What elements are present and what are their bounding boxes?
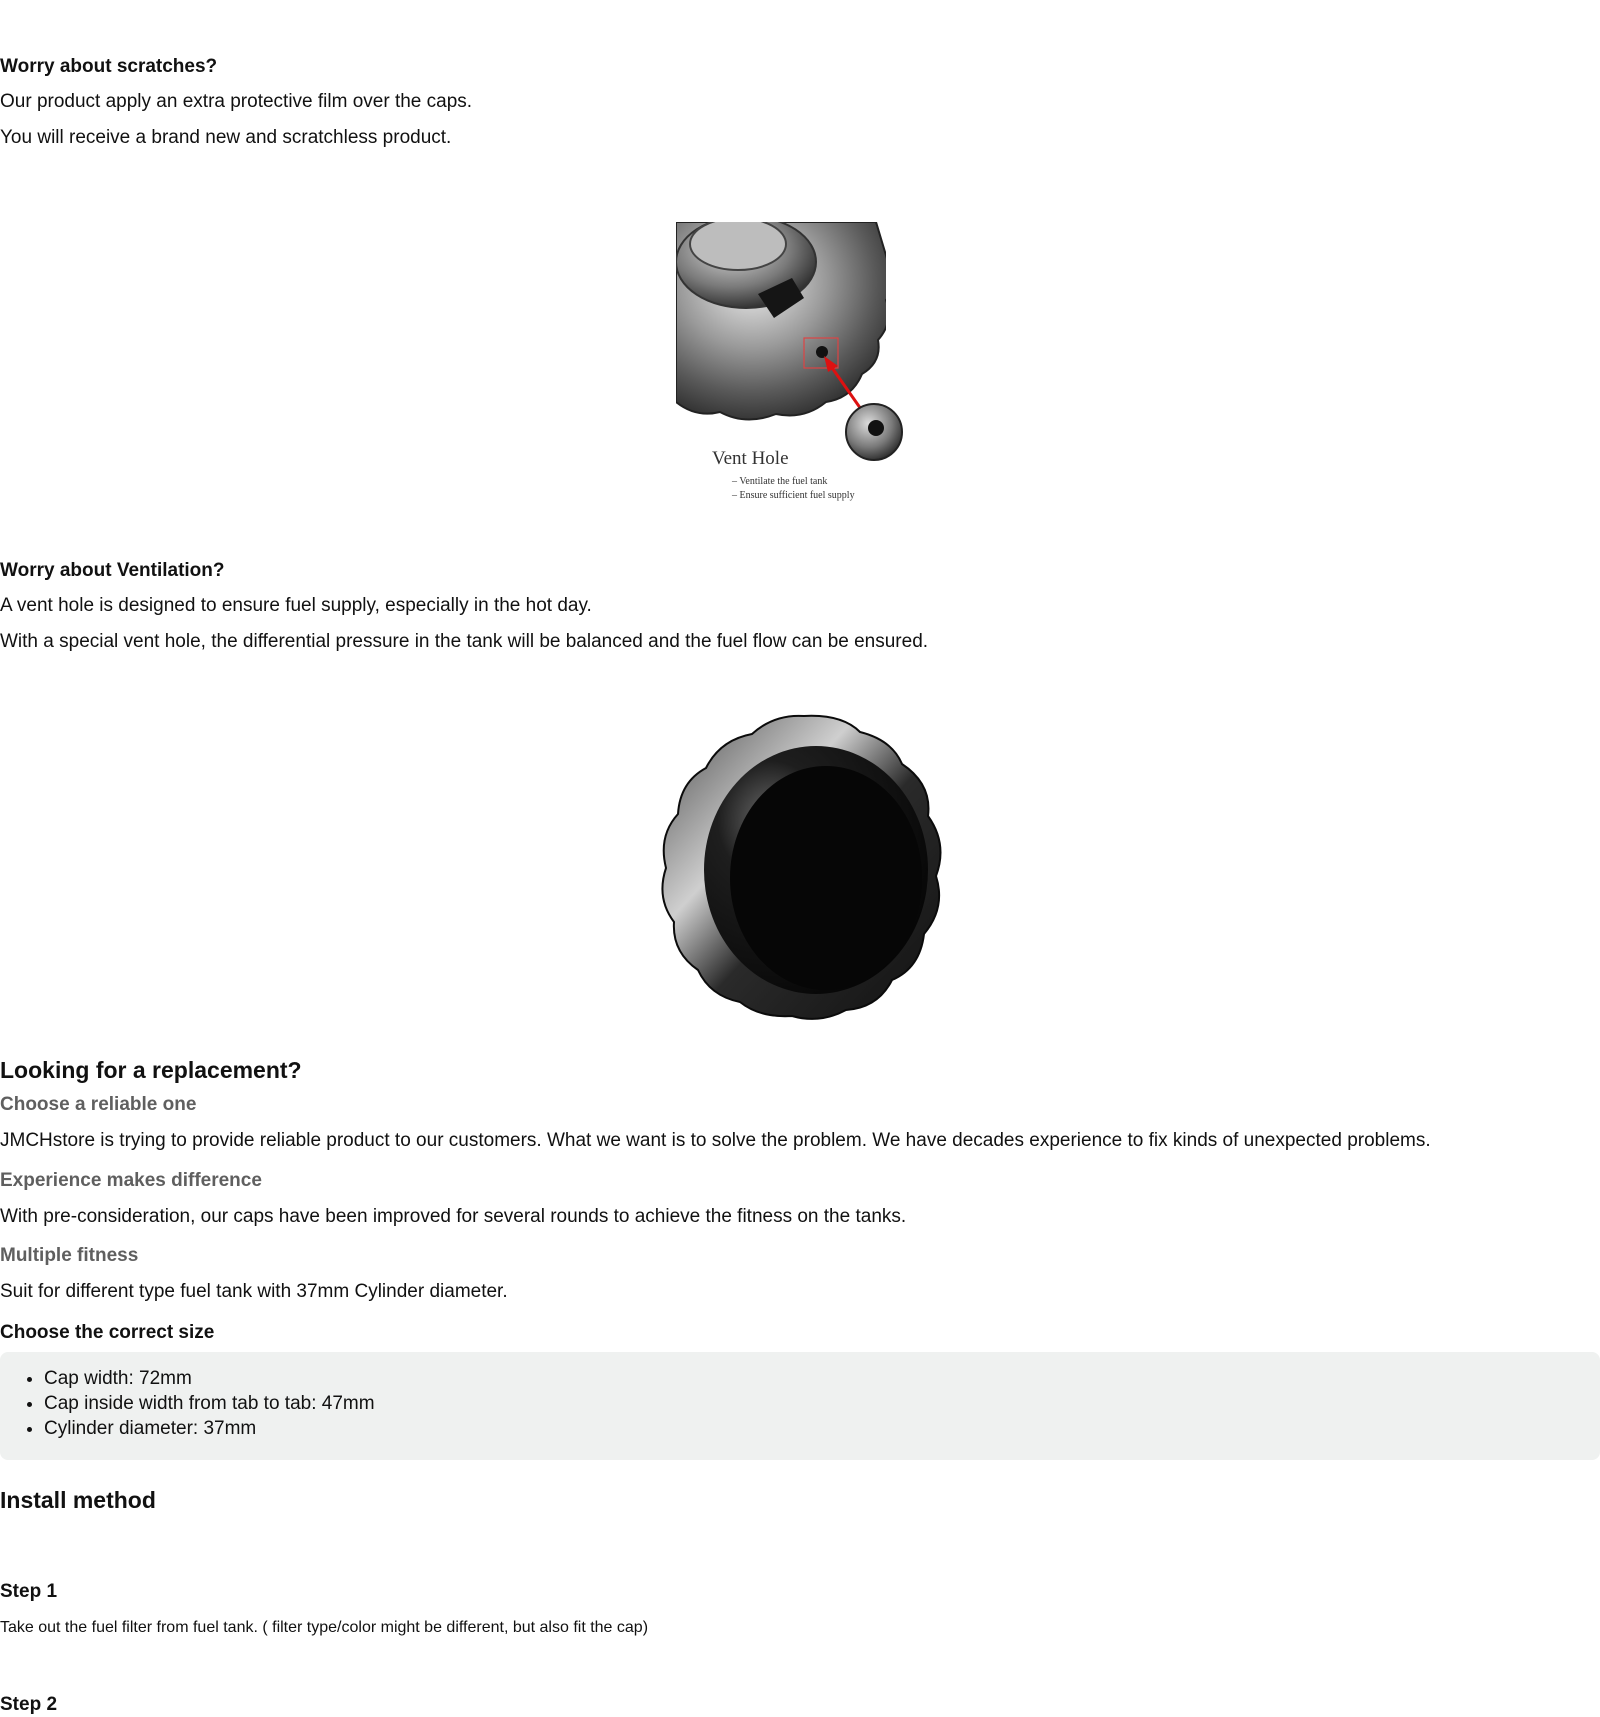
size-spec-item: • Cap width: 72mm [44,1366,375,1391]
scratches-text-1: Our product apply an extra protective film over the caps. [0,91,473,112]
ventilation-heading: Worry about Ventilation? [0,560,225,581]
step-1-text: Take out the fuel filter from fuel tank. ( filter type/color might be different, but also fit the cap) [0,1619,649,1636]
experience-text: With pre-consideration, our caps have been improved for several rounds to achieve the fitness on the tanks. [0,1206,907,1227]
experience-subheading: Experience makes difference [0,1170,262,1191]
size-spec-box [0,1352,1600,1460]
size-spec-list [0,1366,375,1441]
step-1-title: Step 1 [0,1581,58,1602]
fitness-text: Suit for different type fuel tank with 37mm Cylinder diameter. [0,1281,508,1302]
reliable-subheading: Choose a reliable one [0,1094,197,1115]
vent-hole-bullet-2: – Ensure sufficient fuel supply [732,490,855,501]
vent-hole-image [676,222,922,504]
vent-hole-title: Vent Hole [712,448,789,469]
fuel-cap-illustration [656,712,946,1020]
vent-hole-bullet-1: – Ventilate the fuel tank [732,476,828,487]
reliable-text: JMCHstore is trying to provide reliable product to our customers. What we want is to solve the problem. We have decades experience to fix kinds of unexpected problems. [0,1130,1431,1151]
size-spec-item: • Cap inside width from tab to tab: 47mm [44,1391,375,1416]
fitness-subheading: Multiple fitness [0,1245,139,1266]
step-2-title: Step 2 [0,1694,58,1715]
black-fuel-cap-image [656,712,946,1020]
vent-hole-illustration [676,222,922,504]
replacement-heading: Looking for a replacement? [0,1057,302,1083]
scratches-text-2: You will receive a brand new and scratchless product. [0,127,452,148]
size-heading: Choose the correct size [0,1322,215,1343]
size-spec-item: • Cylinder diameter: 37mm [44,1416,375,1441]
scratches-heading: Worry about scratches? [0,56,218,77]
ventilation-text-2: With a special vent hole, the differential pressure in the tank will be balanced and the fuel flow can be ensured. [0,631,929,652]
ventilation-text-1: A vent hole is designed to ensure fuel supply, especially in the hot day. [0,595,592,616]
install-heading: Install method [0,1487,156,1513]
